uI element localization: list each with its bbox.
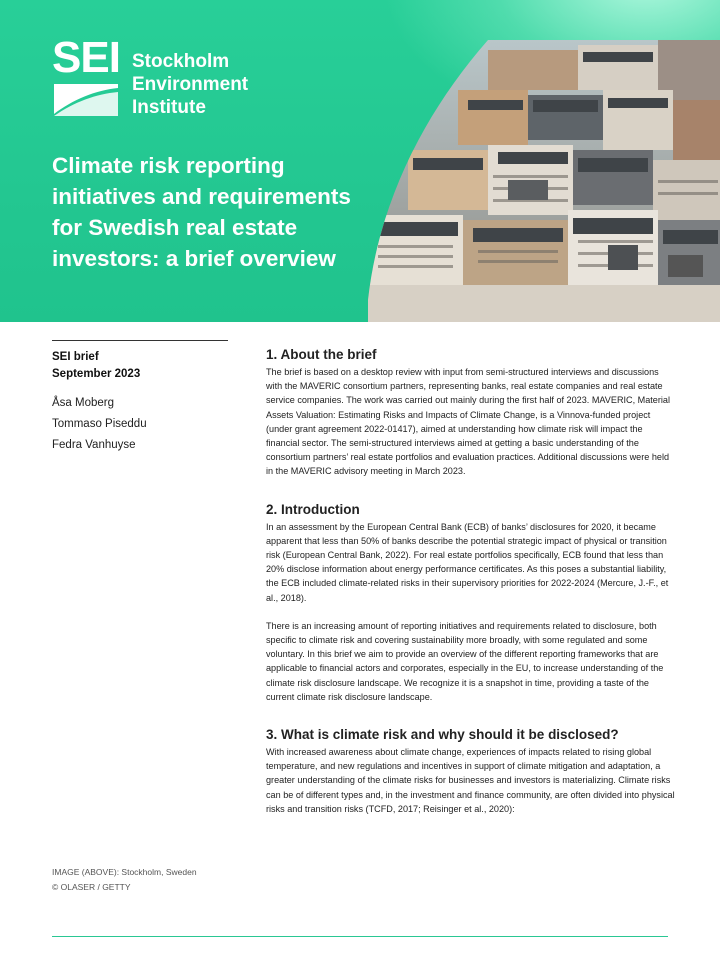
section-paragraph: In an assessment by the European Central Bank (ECB) of banks’ disclosures for 2020, it became apparent that less than 50% of banks describe the potential strategic impact of physical or transition risk (European Central Bank, 2022). For real estate portfolios specifically, ECB found that less than 20% disclose information about energy performance certificates. As this poses a substantial liability, the ECB included climate-related risks in their supervisory priorities for 2022-2024 (Mercure, J.-F., et al., 2018). — [266, 521, 669, 603]
sei-logo — [52, 33, 282, 122]
author-1: Åsa Moberg — [52, 397, 115, 409]
author-3: Fedra Vanhuyse — [52, 439, 136, 451]
document-title: Climate risk reporting initiatives and requirements for Swedish real estate investors: a brief overview — [52, 153, 351, 271]
logo-name-line-3: Institute — [132, 97, 206, 118]
section-what-is-climate-risk — [266, 726, 676, 816]
sidebar-divider — [52, 340, 228, 341]
image-credit-copyright: © OLASER / GETTY — [52, 882, 131, 892]
image-credit-caption: IMAGE (ABOVE): Stockholm, Sweden — [52, 867, 197, 877]
main-content — [266, 346, 676, 838]
brief-date: September 2023 — [52, 368, 141, 380]
author-2: Tommaso Piseddu — [52, 418, 147, 430]
brief-type: SEI brief — [52, 351, 99, 363]
logo-name-line-1: Stockholm — [132, 51, 230, 72]
cover-banner — [0, 0, 720, 322]
logo-wave-icon — [52, 80, 120, 118]
sidebar — [52, 340, 228, 456]
section-paragraph: With increased awareness about climate change, experiences of impacts related to rising global temperature, and new regulations and incentives in support of climate mitigation and adaptation, a greater understanding of the climate risks for businesses and investors is materializing. Climate risks can be of different types and, in the investment and finance community, are often divided into physical risks and transition risks (TCFD, 2017; Reisinger et al., 2020): — [266, 747, 675, 814]
section-heading: 2. Introduction — [266, 501, 360, 517]
logo-name — [132, 50, 248, 119]
section-introduction — [266, 501, 676, 704]
section-heading: 3. What is climate risk and why should it be disclosed? — [266, 727, 619, 743]
stockholm-aerial-photo — [368, 40, 720, 322]
footer-divider — [52, 936, 668, 937]
section-heading: 1. About the brief — [266, 347, 377, 362]
image-credit — [52, 865, 252, 895]
logo-abbreviation: SEI — [52, 33, 120, 82]
author-list — [52, 393, 228, 456]
logo-name-line-2: Environment — [132, 74, 249, 95]
section-paragraph: The brief is based on a desktop review with input from semi-structured interviews and discussions with the MAVERIC consortium partners, representing banks, real estate companies and real estate service companies. The work was carried out mainly during the first half of 2023. MAVERIC, Material Assets Valuation: Estimating Risks and Impacts of Climate Change, is a Vinnova-funded project (under grant agreement 2022-01417), aimed at understanding how climate risk will impact the financial sector. The semi-structured interviews aimed at getting a basic understanding of the consortium partners’ real estate portfolios and evaluation practices. Additional discussions were held in the MAVERIC advisory meeting in March 2023. — [266, 367, 670, 477]
section-paragraph: There is an increasing amount of reporting initiatives and requirements related to disclosure, both specific to climate risk and covering sustainability more broadly, with some regulated and some voluntary. In this brief we aim to provide an overview of the different reporting frameworks that are applicable to financial actors and corporates, especially in the EU, to increase understanding of the climate risk disclosure landscape. We recognize it is a snapshot in time, providing a taste of the current climate risk disclosure landscape. — [266, 620, 664, 702]
section-about-the-brief — [266, 346, 676, 479]
